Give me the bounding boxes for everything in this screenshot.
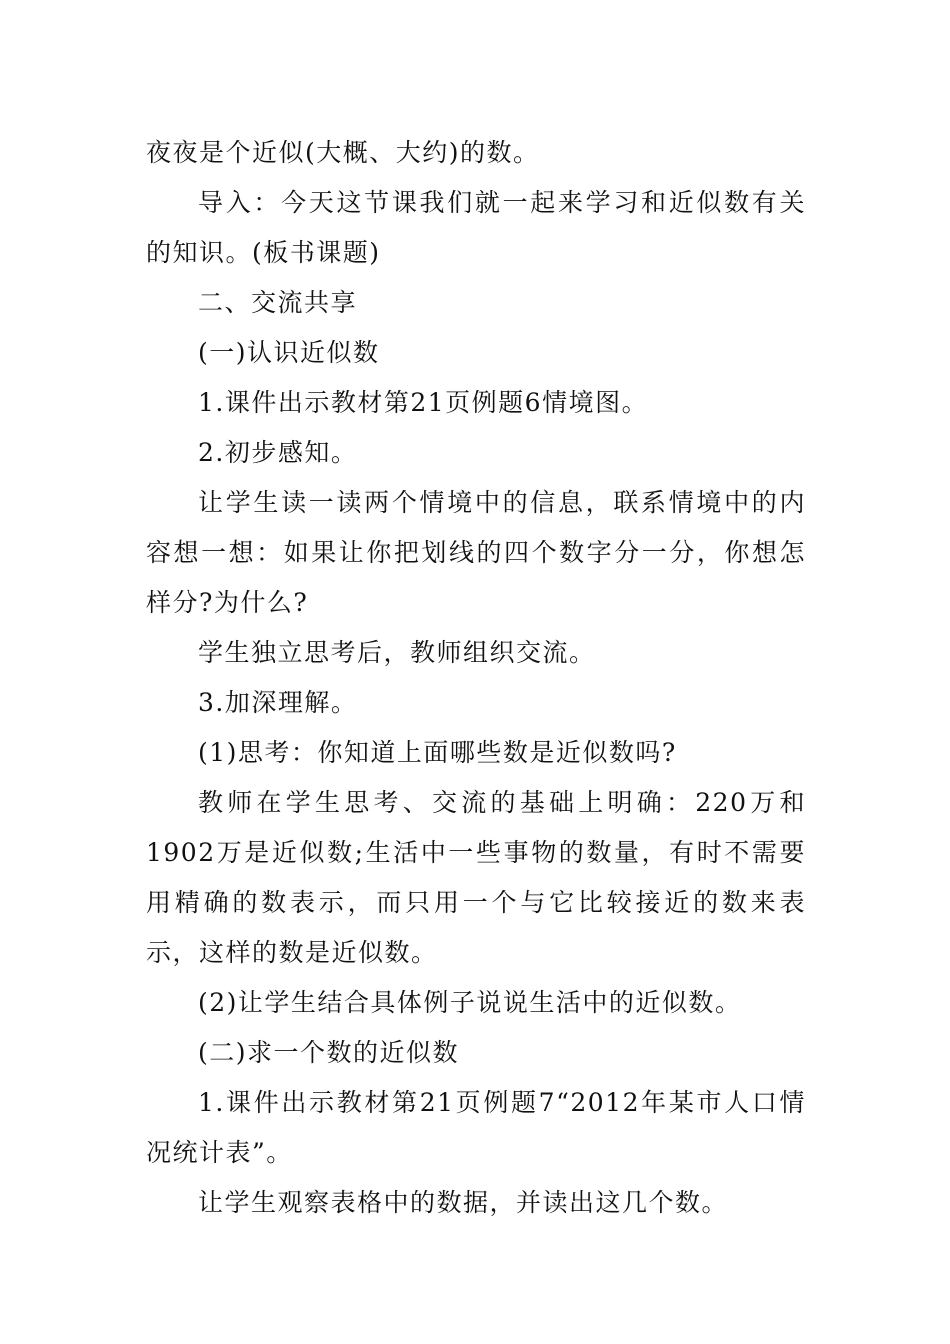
paragraph-intro-continuation: 夜夜是个近似(大概、大约)的数。 xyxy=(146,138,540,167)
section-heading-exchange: 二、交流共享 xyxy=(198,288,358,317)
list-item-3: 3.加深理解。 xyxy=(198,688,358,717)
list-item-courseware: 1.课件出示教材第21页例题7“2012年某市人口情况统计表”。 xyxy=(146,1088,806,1167)
paragraph-lead-in: 导入：今天这节课我们就一起来学习和近似数有关的知识。(板书课题) xyxy=(146,188,806,267)
list-item-2: 2.初步感知。 xyxy=(198,438,358,467)
paragraph-teacher-clarify: 教师在学生思考、交流的基础上明确：220万和1902万是近似数;生活中一些事物的数量，有时不需要用精确的数表示，而只用一个与它比较接近的数来表示，这样的数是近似数。 xyxy=(146,788,806,967)
sub-item-think: (1)思考：你知道上面哪些数是近似数吗? xyxy=(198,738,677,767)
paragraph-observe-table: 让学生观察表格中的数据，并读出这几个数。 xyxy=(198,1188,729,1217)
paragraph-discussion: 学生独立思考后，教师组织交流。 xyxy=(198,638,596,667)
paragraph-read-info: 让学生读一读两个情境中的信息，联系情境中的内容想一想：如果让你把划线的四个数字分一分，你想怎样分?为什么? xyxy=(146,488,806,617)
document-body xyxy=(146,128,806,1228)
subsection-heading-recognize: (一)认识近似数 xyxy=(198,338,380,367)
list-item-1: 1.课件出示教材第21页例题6情境图。 xyxy=(198,388,649,417)
subsection-heading-approximate: (二)求一个数的近似数 xyxy=(198,1038,460,1067)
sub-item-examples: (2)让学生结合具体例子说说生活中的近似数。 xyxy=(198,988,742,1017)
